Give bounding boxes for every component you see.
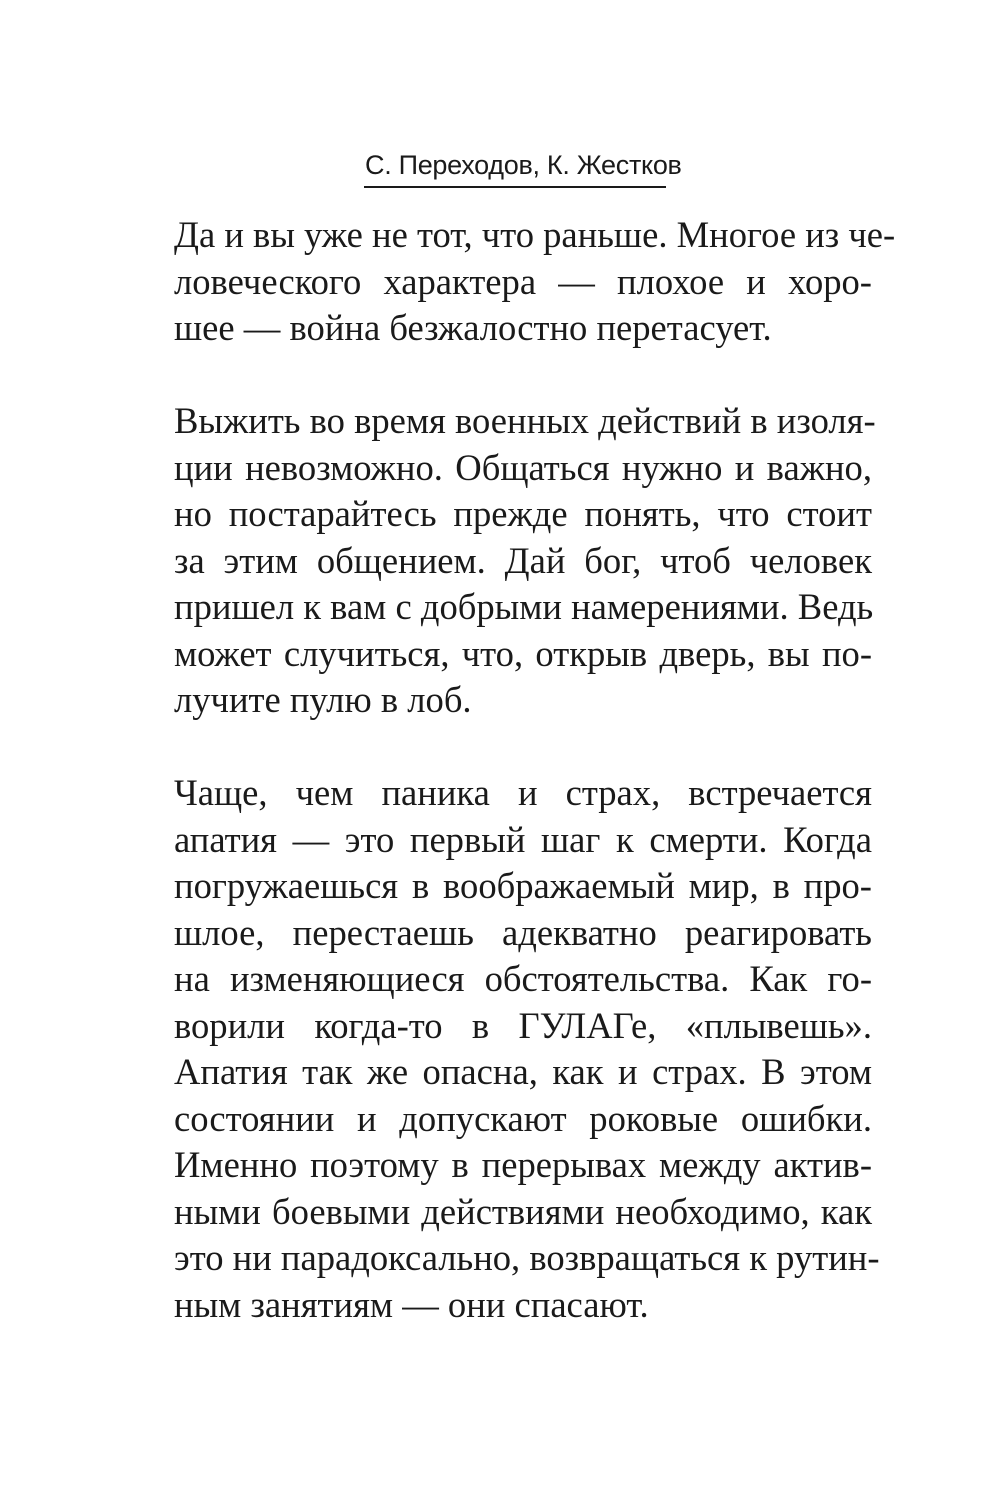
text-line: апатия — это первый шаг к смерти. Когда bbox=[174, 818, 872, 860]
text-line: состоянии и допускают роковые ошибки. bbox=[174, 1097, 872, 1139]
text-line: пришел к вам с добрыми намерениями. Ведь bbox=[174, 586, 874, 627]
text-line: шее — война безжалостно перетасует. bbox=[174, 307, 772, 348]
page-body bbox=[174, 212, 896, 1328]
text-line: ным занятиям — они спасают. bbox=[174, 1283, 649, 1325]
paragraph-1 bbox=[174, 212, 896, 352]
text-line: Да и вы уже не тот, что раньше. Многое из че- bbox=[174, 214, 896, 255]
text-line: но постарайтесь прежде понять, что стоит bbox=[174, 493, 872, 534]
text-line: Именно поэтому в перерывах между актив- bbox=[174, 1144, 872, 1185]
header-rule bbox=[364, 186, 666, 188]
text-line: может случиться, что, открыв дверь, вы по- bbox=[174, 632, 872, 674]
text-line: ловеческого характера — плохое и хоро- bbox=[174, 260, 872, 302]
text-line: шлое, перестаешь адекватно реагировать bbox=[174, 911, 872, 953]
text-line: это ни парадоксально, возвращаться к рутин- bbox=[174, 1237, 880, 1278]
text-line: Чаще, чем паника и страх, встречается bbox=[174, 772, 872, 813]
text-line: ными боевыми действиями необходимо, как bbox=[174, 1190, 872, 1232]
text-line: Апатия так же опасна, как и страх. В этом bbox=[174, 1051, 872, 1092]
running-header: С. Переходов, К. Жестков bbox=[365, 150, 682, 180]
text-line: лучите пулю в лоб. bbox=[174, 679, 472, 720]
text-line: Выжить во время военных действий в изоля- bbox=[174, 400, 876, 441]
text-line: за этим общением. Дай бог, чтоб человек bbox=[174, 539, 872, 581]
text-line: ворили когда-то в ГУЛАГе, «плывешь». bbox=[174, 1004, 872, 1046]
paragraph-3 bbox=[174, 770, 880, 1328]
paragraph-2 bbox=[174, 398, 876, 724]
text-line: ции невозможно. Общаться нужно и важно, bbox=[174, 446, 872, 488]
text-line: на изменяющиеся обстоятельства. Как го- bbox=[174, 958, 872, 999]
text-line: погружаешься в воображаемый мир, в про- bbox=[174, 865, 872, 906]
